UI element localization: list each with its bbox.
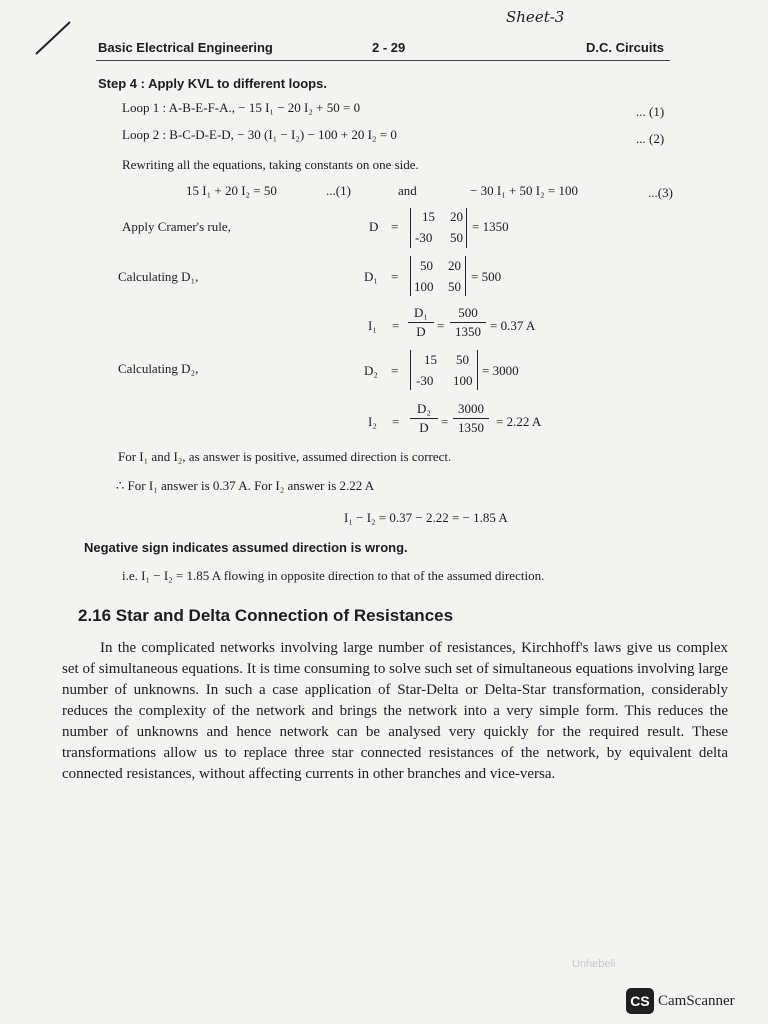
faint-watermark: Unhebeli — [572, 958, 616, 970]
conclusion-line-2: ∴ For I₁ answer is 0.37 A. For I₂ answer is 2.22 A — [116, 478, 375, 493]
calc-D1-label: Calculating D₁, — [118, 269, 199, 284]
D1-a22: 50 — [448, 279, 461, 294]
I2-value: = 2.22 A — [496, 414, 542, 429]
D2-a22: 100 — [453, 373, 473, 388]
ie-statement: i.e. I₁ − I₂ = 1.85 A flowing in opposite direction to that of the assumed direction. — [122, 568, 545, 583]
D2-a11: 15 — [424, 352, 437, 367]
camscanner-label: CamScanner — [658, 993, 735, 1009]
I2-fraction-symbolic: D₂ D — [410, 401, 438, 436]
I2-fraction-numeric: 3000 1350 — [453, 401, 489, 436]
loop2-equation: Loop 2 : B-C-D-E-D, − 30 (I₁ − I₂) − 100 + 20 I₂ = 0 — [122, 127, 397, 142]
camscanner-logo — [626, 988, 654, 1014]
D2-equals: = — [391, 363, 399, 378]
I1-symbol: I₁ — [368, 318, 377, 333]
D1-symbol: D₁ — [364, 269, 378, 284]
D-a21: -30 — [415, 230, 433, 245]
I1-fraction-numeric: 500 1350 — [450, 305, 486, 340]
D2-a21: -30 — [416, 373, 434, 388]
and-text: and — [398, 183, 417, 198]
equation-1-number: ...(1) — [326, 183, 351, 198]
camscanner-logo-text: CS — [630, 993, 650, 1009]
I1-fraction-symbolic: D₁ D — [408, 305, 434, 340]
D-bar-left — [410, 208, 411, 248]
negative-sign-note: Negative sign indicates assumed direction is wrong. — [84, 540, 408, 555]
rewriting-text: Rewriting all the equations, taking constants on one side. — [122, 157, 419, 172]
header-rule — [96, 60, 670, 61]
D1-bar-right — [465, 256, 466, 296]
D-equals: = — [391, 219, 399, 234]
I1-equals-2: = — [437, 318, 445, 333]
D-bar-right — [466, 208, 467, 248]
I1-equals-1: = — [392, 318, 400, 333]
equation-1: 15 I₁ + 20 I₂ = 50 — [186, 183, 277, 198]
D2-symbol: D₂ — [364, 363, 378, 378]
conclusion-line-1: For I₁ and I₂, as answer is positive, assumed direction is correct. — [118, 449, 452, 464]
D1-equals: = — [391, 269, 399, 284]
section-paragraph-text: In the complicated networks involving large number of resistances, Kirchhoff's laws give us complex set of simultaneous equations. It is time consuming to solve such set of simultaneous equations involving large number of unknowns. In such a case application of Star-Delta or Delta-Star transformation, considerably reduces the complexity of the network and brings the network into a very simple form. This reduces the number of unknowns and hence network can be analysed very quickly for the required result. These transformations allow us to replace three star connected resistances of the network, by equivalent delta connected resistances, without affecting currents in other branches and vice-versa. — [62, 640, 728, 782]
loop1-number: ... (1) — [636, 104, 665, 119]
D2-bar-left — [410, 350, 411, 390]
handwritten-annotation: Sheet-3 — [506, 8, 565, 26]
header-chapter: D.C. Circuits — [586, 40, 665, 55]
D-a22: 50 — [450, 230, 463, 245]
loop1-equation: Loop 1 : A-B-E-F-A., − 15 I₁ − 20 I₂ + 50 = 0 — [122, 100, 361, 115]
I2-equals-1: = — [392, 414, 400, 429]
D1-bar-left — [410, 256, 411, 296]
D-symbol: D — [369, 219, 379, 234]
I1-value: = 0.37 A — [490, 318, 536, 333]
section-title: 2.16 Star and Delta Connection of Resistances — [78, 606, 454, 625]
D1-a11: 50 — [420, 258, 433, 273]
I2-equals-2: = — [441, 414, 449, 429]
section-paragraph — [62, 638, 728, 785]
cramer-label: Apply Cramer's rule, — [122, 219, 231, 234]
D-value: = 1350 — [472, 219, 509, 234]
step4-heading: Step 4 : Apply KVL to different loops. — [98, 76, 327, 91]
D1-a12: 20 — [448, 258, 461, 273]
equation-3: − 30 I₁ + 50 I₂ = 100 — [470, 183, 578, 198]
D-a12: 20 — [450, 209, 463, 224]
header-book-title: Basic Electrical Engineering — [98, 40, 273, 55]
I2-symbol: I₂ — [368, 414, 377, 429]
pen-stroke-mark — [30, 18, 80, 58]
D1-a21: 100 — [414, 279, 434, 294]
D2-bar-right — [477, 350, 478, 390]
loop2-number: ... (2) — [636, 131, 665, 146]
equation-3-number: ...(3) — [648, 185, 673, 200]
header-page-number: 2 - 29 — [372, 40, 406, 55]
D2-a12: 50 — [456, 352, 469, 367]
D2-value: = 3000 — [482, 363, 519, 378]
difference-equation: I₁ − I₂ = 0.37 − 2.22 = − 1.85 A — [344, 510, 508, 525]
calc-D2-label: Calculating D₂, — [118, 361, 199, 376]
D-a11: 15 — [422, 209, 435, 224]
D1-value: = 500 — [471, 269, 502, 284]
